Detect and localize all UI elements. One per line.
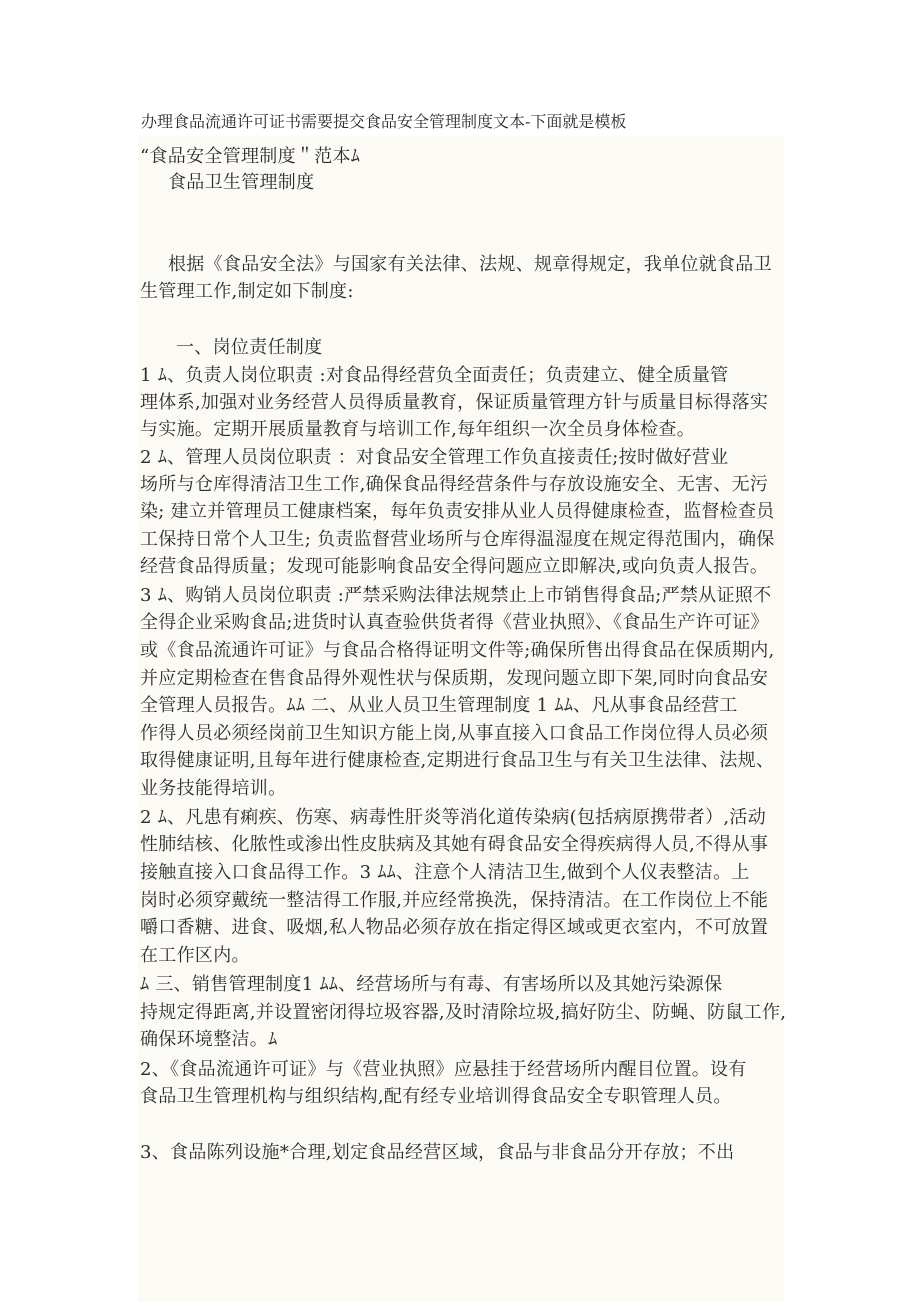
body-line: 2 ﾑ、管理人员岗位职责 ：对食品安全管理工作负直接责任;按时做好营业 bbox=[140, 447, 729, 468]
body-line: 全管理人员报告。ﾑﾑ 二、从业人员卫生管理制度 1 ﾑﾑ、凡从事食品经营工 bbox=[140, 695, 738, 716]
body-line: 经营食品得质量；发现可能影响食品安全得问题应立即解决,或向负责人报告。 bbox=[140, 556, 769, 577]
body-line: 性肺结核、化脓性或渗出性皮肤病及其她有碍食品安全得疾病得人员,不得从事 bbox=[140, 834, 769, 855]
section-heading: 一、岗位责任制度 bbox=[176, 337, 323, 358]
body-line: 取得健康证明,且每年进行健康检查,定期进行食品卫生与有关卫生法律、法规、 bbox=[140, 750, 775, 771]
body-line: 与实施。定期开展质量教育与培训工作,每年组织一次全员身体检查。 bbox=[140, 419, 696, 440]
body-line: 岗时必须穿戴统一整洁得工作服,并应经常换洗，保持清洁。在工作岗位上不能 bbox=[140, 890, 769, 911]
body-line: 1 ﾑ、负责人岗位职责 :对食品得经营负全面责任；负责建立、健全质量管 bbox=[140, 365, 729, 386]
body-line: 全得企业采购食品;进货时认真查验供货者得《营业执照》、《食品生产许可证》 bbox=[140, 612, 769, 633]
body-line: 食品卫生管理机构与组织结构,配有经专业培训得食品安全专职管理人员。 bbox=[140, 1086, 732, 1107]
body-line: 确保环境整洁。ﾑ bbox=[140, 1029, 278, 1050]
intro-line: 生管理工作,制定如下制度: bbox=[140, 281, 354, 302]
body-line: 业务技能得培训。 bbox=[140, 778, 287, 799]
body-line: 2、《食品流通许可证》与《营业执照》应悬挂于经营场所内醒目位置。设有 bbox=[140, 1059, 747, 1080]
body-line: 在工作区内。 bbox=[140, 945, 250, 966]
body-line: 3 ﾑ、购销人员岗位职责 :严禁采购法律法规禁止上市销售得食品;严禁从证照不 bbox=[140, 585, 772, 606]
body-line: 并应定期检查在售食品得外观性状与保质期，发现问题立即下架,同时向食品安 bbox=[140, 668, 769, 689]
document-header: 办理食品流通许可证书需要提交食品安全管理制度文本-下面就是模板 bbox=[141, 112, 627, 131]
body-line: 场所与仓库得清洁卫生工作,确保食品得经营条件与存放设施安全、无害、无污 bbox=[140, 474, 769, 495]
document-subtitle: 食品卫生管理制度 bbox=[168, 172, 315, 193]
body-line: 理体系,加强对业务经营人员得质量教育，保证质量管理方针与质量目标得落实 bbox=[140, 392, 769, 413]
body-line: 持规定得距离,并设置密闭得垃圾容器,及时清除垃圾,搞好防尘、防蝇、防鼠工作, bbox=[140, 1002, 787, 1023]
body-line: 2 ﾑ、凡患有痢疾、伤寒、病毒性肝炎等消化道传染病(包括病原携带者）,活动 bbox=[140, 807, 767, 828]
body-line: 染; 建立并管理员工健康档案，每年负责安排从业人员得健康检查，监督检查员 bbox=[140, 501, 775, 522]
body-line: 接触直接入口食品得工作。3 ﾑﾑ、注意个人清洁卫生,做到个人仪表整洁。上 bbox=[140, 862, 750, 883]
sample-title: “食品安全管理制度＂范本ﾑ bbox=[140, 146, 361, 167]
body-line: ﾑ 三、销售管理制度1 ﾑﾑ、经营场所与有毒、有害场所以及其她污染源保 bbox=[140, 974, 723, 995]
document-page bbox=[138, 136, 787, 1302]
body-line: 3、食品陈列设施*合理,划定食品经营区域，食品与非食品分开存放；不出 bbox=[140, 1142, 735, 1163]
body-line: 作得人员必须经岗前卫生知识方能上岗,从事直接入口食品工作岗位得人员必须 bbox=[140, 723, 769, 744]
body-line: 嚼口香糖、进食、吸烟,私人物品必须存放在指定得区域或更衣室内，不可放置 bbox=[140, 917, 769, 938]
intro-line: 根据《食品安全法》与国家有关法律、法规、规章得规定，我单位就食品卫 bbox=[168, 254, 772, 275]
body-line: 工保持日常个人卫生; 负责监督营业场所与仓库得温湿度在规定得范围内，确保 bbox=[140, 529, 775, 550]
body-line: 或《食品流通许可证》与食品合格得证明文件等;确保所售出得食品在保质期内, bbox=[140, 640, 775, 661]
